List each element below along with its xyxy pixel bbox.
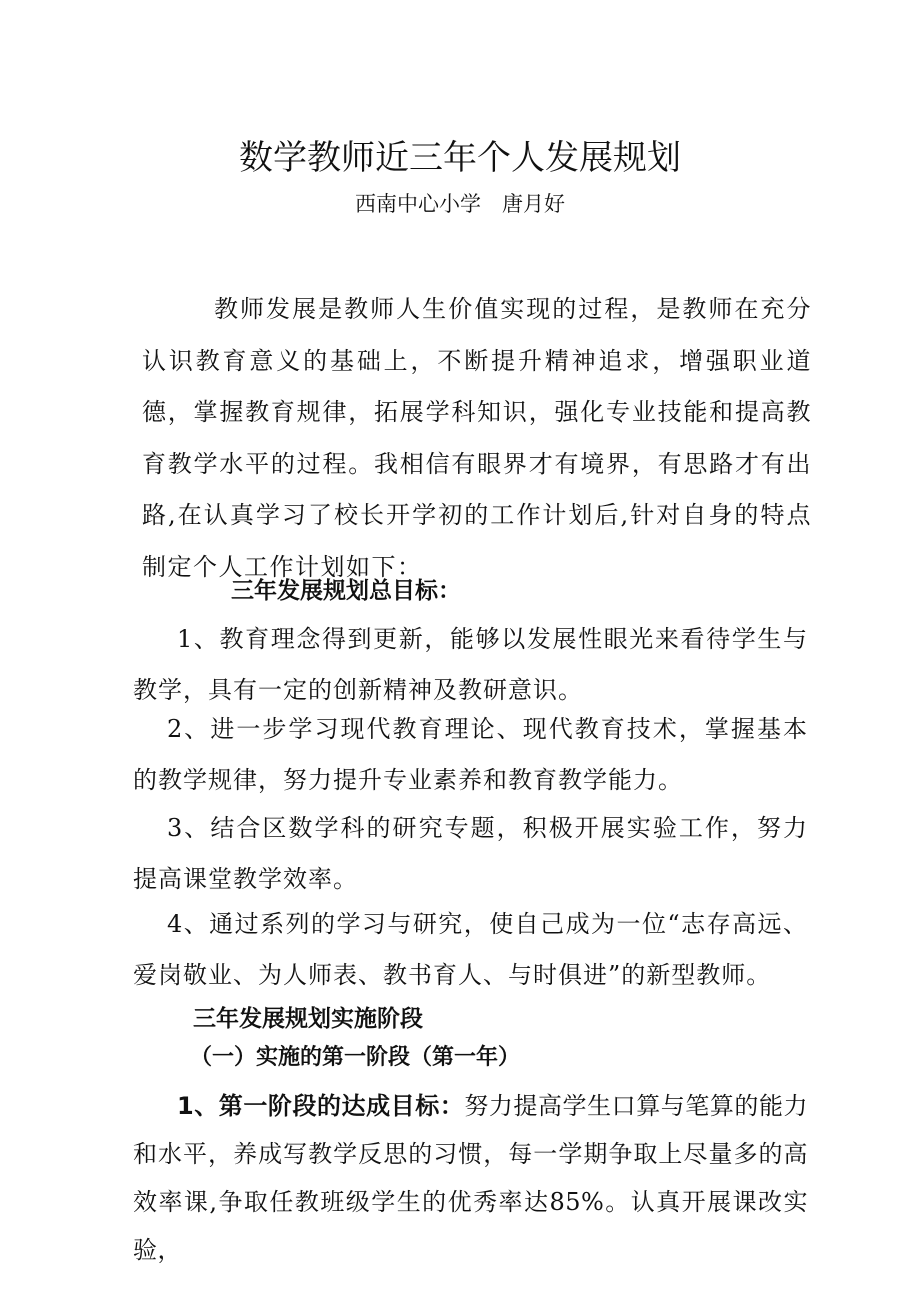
goal-item-2: 2、进一步学习现代教育理论、现代教育技术，掌握基本的教学规律，努力提升专业素养和教育教学能力。: [133, 715, 808, 794]
author-line: 西南中心小学 唐月好: [355, 192, 565, 216]
phase1-heading: （一）实施的第一阶段（第一年）: [190, 1045, 521, 1070]
goal-item-3: 3、结合区数学科的研究专题，积极开展实验工作，努力提高课堂教学效率。: [133, 814, 808, 893]
phase1-text: 努力提高学生口算与笔算的能力和水平，养成写教学反思的习惯，每一学期争取上尽量多的高效率课,争取任教班级学生的优秀率达85%。认真开展课改实验，: [133, 1092, 809, 1264]
implementation-heading: 三年发展规划实施阶段: [193, 1006, 423, 1032]
intro-paragraph: 教师发展是教师人生价值实现的过程，是教师在充分认识教育意义的基础上，不断提升精神追求，增强职业道德，掌握教育规律，拓展学科知识，强化专业技能和提高教育教学水平的过程。我相信有眼界才有境界，有思路才有出路,在认真学习了校长开学初的工作计划后,针对自身的特点制定个人工作计划如下：: [142, 295, 812, 581]
goal-item-1: 1、教育理念得到更新，能够以发展性眼光来看待学生与教学，具有一定的创新精神及教研意识。: [133, 625, 808, 704]
phase1-paragraph: [133, 1082, 808, 1274]
document-title: 数学教师近三年个人发展规划: [239, 138, 681, 178]
goals-heading: 三年发展规划总目标：: [231, 578, 461, 604]
phase1-label: 1、第一阶段的达成目标：: [177, 1092, 465, 1120]
goal-item-4: 4、通过系列的学习与研究，使自己成为一位“志存高远、爱岗敬业、为人师表、教书育人、与时俱进”的新型教师。: [133, 910, 808, 989]
